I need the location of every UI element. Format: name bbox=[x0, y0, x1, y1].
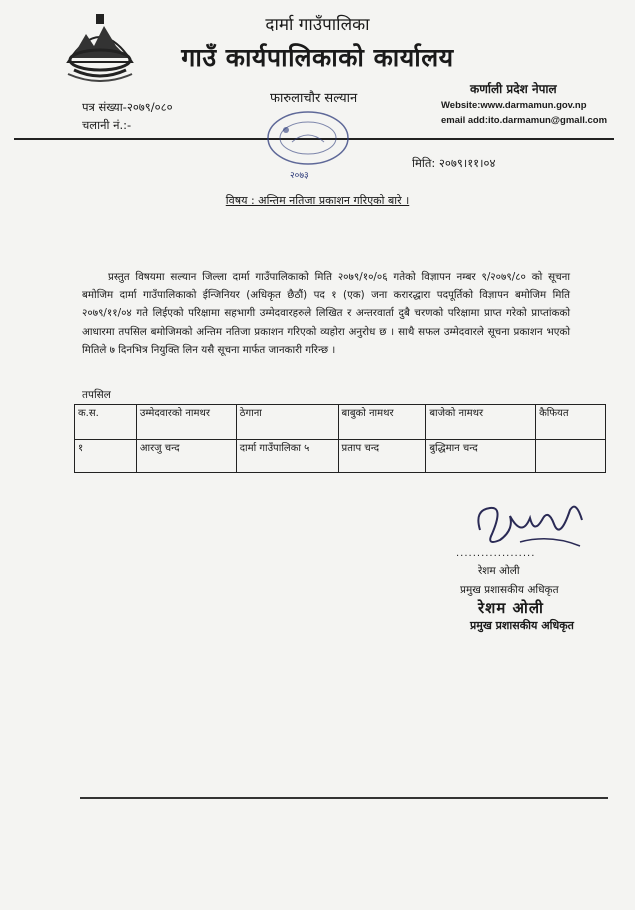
cell-remarks bbox=[536, 440, 606, 473]
office-name: गाउँ कार्यपालिकाको कार्यालय bbox=[181, 43, 454, 72]
cell-father-name: प्रताप चन्द bbox=[338, 440, 426, 473]
footer-divider bbox=[80, 797, 608, 799]
province-name: कर्णाली प्रदेश नेपाल bbox=[470, 82, 557, 96]
col-grandfather-name: बाजेको नामथर bbox=[426, 405, 536, 440]
col-remarks: कैफियत bbox=[536, 405, 606, 440]
letter-date: मिति: २०७९।११।०४ bbox=[412, 156, 496, 170]
office-location: फारुलाचौर सल्यान bbox=[270, 91, 358, 106]
col-candidate-name: उम्मेदवारको नामथर bbox=[136, 405, 236, 440]
signatory-title-stamp: प्रमुख प्रशासकीय अधिकृत bbox=[470, 619, 574, 632]
signatory-name-stamp: रेशम ओली bbox=[478, 599, 544, 617]
subject-text: विषय : अन्तिम नतिजा प्रकाशन गरिएको बारे । bbox=[225, 194, 410, 207]
cell-serial: १ bbox=[75, 440, 137, 473]
table-row bbox=[75, 440, 606, 473]
stamp-year: २०७३ bbox=[290, 171, 309, 181]
cell-address: दार्मा गाउँपालिका ५ bbox=[236, 440, 338, 473]
website-text: Website:www.darmamun.gov.np bbox=[441, 100, 587, 111]
reference-number: पत्र संख्या-२०७९/०८० bbox=[82, 100, 173, 114]
cell-grandfather-name: बुद्धिमान चन्द bbox=[426, 440, 536, 473]
col-address: ठेगाना bbox=[236, 405, 338, 440]
subject-line bbox=[0, 193, 635, 208]
details-label: तपसिल bbox=[82, 389, 111, 401]
col-serial: क.स. bbox=[75, 405, 137, 440]
cell-candidate-name: आरजु चन्द bbox=[136, 440, 236, 473]
signatory-name: रेशम ओली bbox=[478, 565, 520, 577]
signature-line: ................... bbox=[456, 548, 536, 559]
municipality-name: दार्मा गाउँपालिका bbox=[265, 15, 370, 35]
email-text: email add:ito.darmamun@gmall.com bbox=[441, 115, 608, 126]
table-header-row bbox=[75, 405, 606, 440]
results-table bbox=[74, 404, 606, 473]
body-paragraph: प्रस्तुत विषयमा सल्यान जिल्ला दार्मा गाउँपालिकाको मिति २०७९/१०/०६ गतेको विज्ञापन नम्बर ९/२०७९/८० को सूचना बमोजिम दार्मा गाउँपालिकाको ईन्जिनियर (अधिकृत छैठौं) पद १ (एक) जना करारद्धारा पदपूर्तिको विज्ञापन बमोजिम मिति २०७९/११/०४ गते लिईएको परिक्षामा सहभागी उम्मेदवारहरुले लिखित र अन्तरवार्ता दुबै चरणको परिक्षामा प्राप्त गरेको प्राप्तांकको आधारमा तपसिल बमोजिमको अन्तिम नतिजा प्रकाशन गरिएको व्यहोरा अनुरोध छ । साथै सफल उम्मेदवारले सूचना प्रकाशन भएको मितिले ७ दिनभित्र नियुक्ति लिन यसै सूचना मार्फत जानकारी गरिन्छ । bbox=[82, 271, 570, 356]
col-father-name: बाबुको नामथर bbox=[338, 405, 426, 440]
dispatch-number: चलानी नं.:- bbox=[82, 118, 132, 132]
signatory-title: प्रमुख प्रशासकीय अधिकृत bbox=[460, 584, 559, 596]
